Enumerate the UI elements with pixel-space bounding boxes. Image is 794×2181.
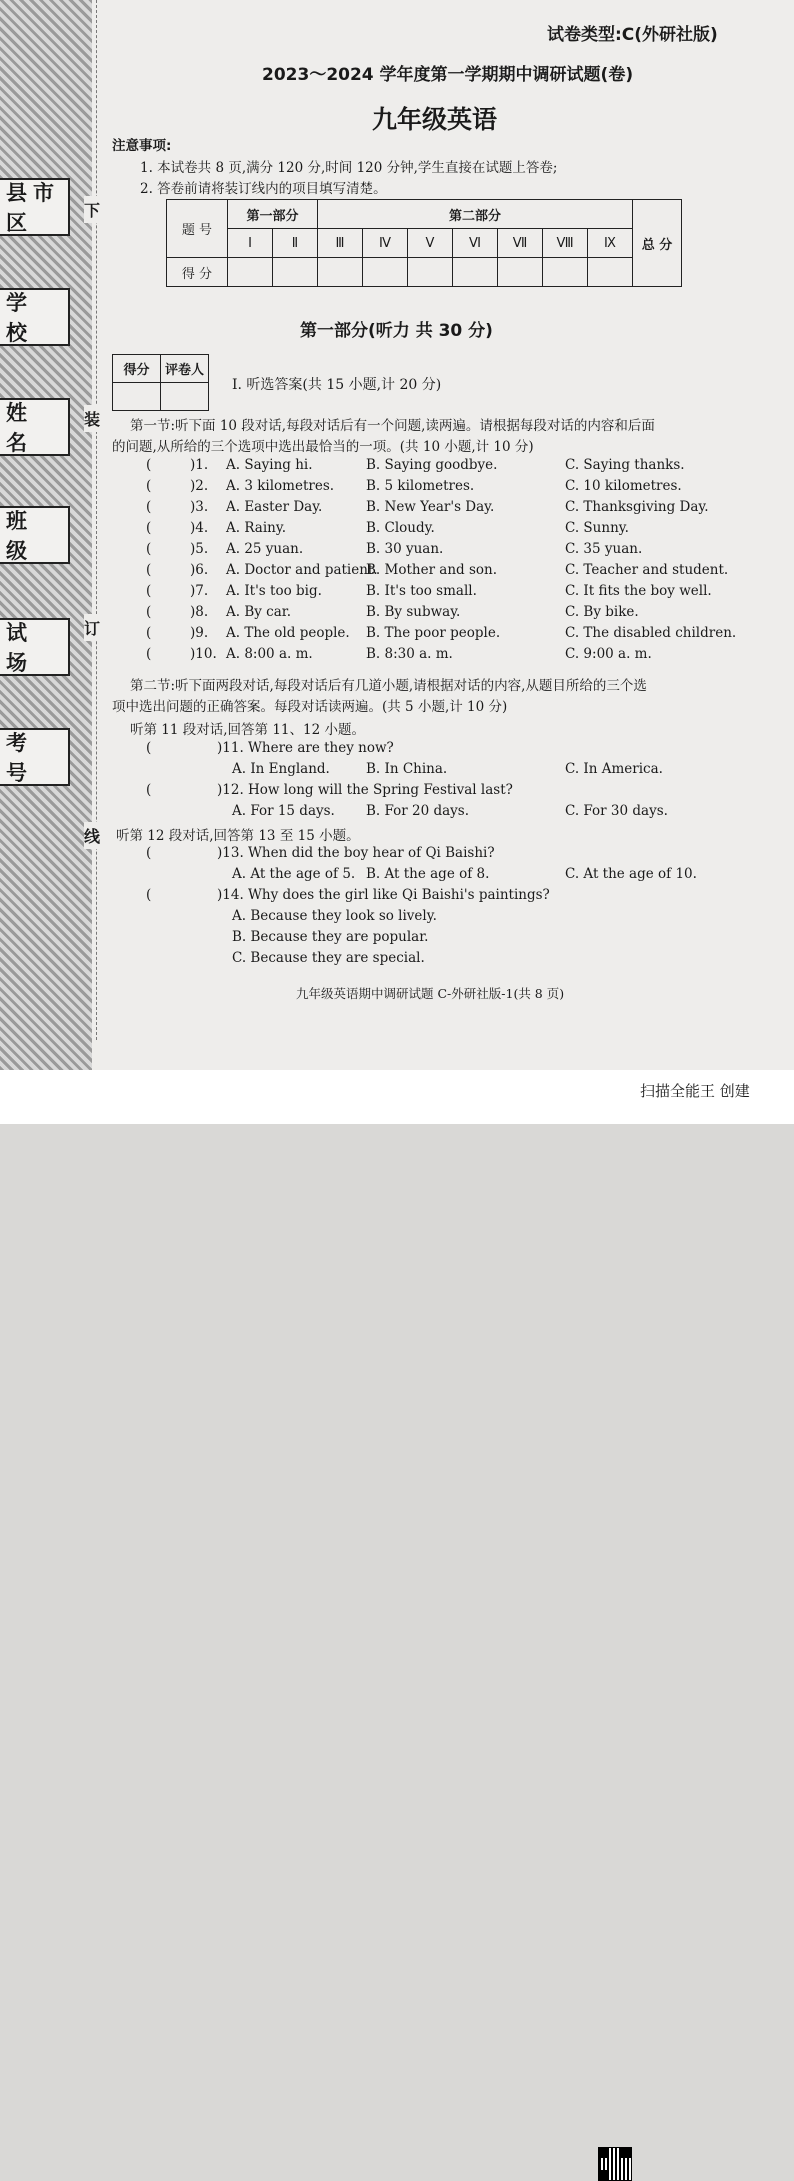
option-a: A. Rainy. <box>226 520 286 536</box>
sec1-intro-line2: 的问题,从所给的三个选项中选出最恰当的一项。(共 10 小题,计 10 分) <box>112 439 534 455</box>
option-a: A. By car. <box>226 604 292 620</box>
option-c: C. 9:00 a. m. <box>565 646 652 662</box>
dialog12-intro: 听第 12 段对话,回答第 13 至 15 小题。 <box>116 828 360 844</box>
score-label: 得 分 <box>167 258 228 287</box>
grader-reviewer-label: 评卷人 <box>161 355 209 383</box>
question-number: )2. <box>190 478 209 494</box>
option-b: B. The poor people. <box>366 625 501 641</box>
option-c: C. Sunny. <box>565 520 629 536</box>
field-class[interactable]: 班 级 <box>0 506 70 564</box>
option-c: C. It fits the boy well. <box>565 583 712 599</box>
option-c: C. By bike. <box>565 604 639 620</box>
numeral-cell: Ⅸ <box>588 229 633 258</box>
question-number: )10. <box>190 646 217 662</box>
score-cell[interactable] <box>363 258 408 287</box>
option-b: B. It's too small. <box>366 583 477 599</box>
answer-paren[interactable]: ( <box>146 520 152 536</box>
score-cell[interactable] <box>273 258 318 287</box>
numeral-cell: Ⅴ <box>408 229 453 258</box>
q13-option-b: B. At the age of 8. <box>366 866 490 882</box>
note-item-1: 1. 本试卷共 8 页,满分 120 分,时间 120 分钟,学生直接在试题上答卷; <box>140 160 558 176</box>
numeral-cell: Ⅷ <box>543 229 588 258</box>
title-label: 题 号 <box>167 200 228 258</box>
binding-char-xian: 线 <box>84 822 100 849</box>
scanner-bar <box>0 1070 794 1124</box>
answer-paren[interactable]: ( <box>146 845 152 861</box>
q13-stem: )13. When did the boy hear of Qi Baishi? <box>217 845 495 861</box>
q13-option-c: C. At the age of 10. <box>565 866 697 882</box>
q13-option-a: A. At the age of 5. <box>232 866 356 882</box>
answer-paren[interactable]: ( <box>146 625 152 641</box>
answer-paren[interactable]: ( <box>146 457 152 473</box>
option-a: A. It's too big. <box>226 583 322 599</box>
notes-heading: 注意事项: <box>112 138 172 154</box>
option-a: A. Saying hi. <box>226 457 313 473</box>
question-number: )4. <box>190 520 209 536</box>
dialog11-intro: 听第 11 段对话,回答第 11、12 小题。 <box>130 722 365 738</box>
grader-score-label: 得分 <box>113 355 161 383</box>
score-cell[interactable] <box>408 258 453 287</box>
subject-title: 九年级英语 <box>372 105 498 134</box>
sec2-intro-line2: 项中选出问题的正确答案。每段对话读两遍。(共 5 小题,计 10 分) <box>112 699 508 715</box>
option-a: A. 8:00 a. m. <box>226 646 313 662</box>
q11-option-c: C. In America. <box>565 761 663 777</box>
q14-option-c: C. Because they are special. <box>232 950 425 966</box>
score-cell[interactable] <box>588 258 633 287</box>
answer-paren[interactable]: ( <box>146 499 152 515</box>
sec1-intro-line1: 第一节:听下面 10 段对话,每段对话后有一个问题,读两遍。请根据每段对话的内容和后面 <box>130 418 655 434</box>
question-number: )1. <box>190 457 209 473</box>
answer-paren[interactable]: ( <box>146 604 152 620</box>
option-a: A. The old people. <box>226 625 350 641</box>
score-cell[interactable] <box>543 258 588 287</box>
option-c: C. Saying thanks. <box>565 457 685 473</box>
field-exam-room[interactable]: 试 场 <box>0 618 70 676</box>
section-title: Ⅰ. 听选答案(共 15 小题,计 20 分) <box>232 377 442 393</box>
total-label: 总 分 <box>633 200 682 287</box>
option-c: C. 10 kilometres. <box>565 478 682 494</box>
grader-reviewer-cell[interactable] <box>161 383 209 411</box>
answer-paren[interactable]: ( <box>146 646 152 662</box>
field-school[interactable]: 学 校 <box>0 288 70 346</box>
q14-option-a: A. Because they look so lively. <box>232 908 437 924</box>
question-number: )3. <box>190 499 209 515</box>
exam-page <box>0 0 794 1070</box>
option-c: C. 35 yuan. <box>565 541 643 557</box>
binding-char-xia: 下 <box>84 196 100 223</box>
score-cell[interactable] <box>318 258 363 287</box>
option-b: B. Saying goodbye. <box>366 457 498 473</box>
q11-option-b: B. In China. <box>366 761 448 777</box>
answer-paren[interactable]: ( <box>146 478 152 494</box>
answer-paren[interactable]: ( <box>146 541 152 557</box>
part1-label: 第一部分 <box>228 200 318 229</box>
note-item-2: 2. 答卷前请将装订线内的项目填写清楚。 <box>140 181 387 197</box>
option-c: C. Teacher and student. <box>565 562 729 578</box>
qr-code-icon <box>598 2147 632 2181</box>
option-c: C. The disabled children. <box>565 625 737 641</box>
scanner-credit: 扫描全能王 创建 <box>640 1082 750 1100</box>
part2-label: 第二部分 <box>318 200 633 229</box>
exam-title: 2023～2024 学年度第一学期期中调研试题(卷) <box>262 65 634 85</box>
page-footer: 九年级英语期中调研试题 C-外研社版-1(共 8 页) <box>296 986 565 1001</box>
numeral-cell: Ⅳ <box>363 229 408 258</box>
q12-option-b: B. For 20 days. <box>366 803 470 819</box>
numeral-cell: Ⅰ <box>228 229 273 258</box>
numeral-cell: Ⅵ <box>453 229 498 258</box>
sec2-intro-line1: 第二节:听下面两段对话,每段对话后有几道小题,请根据对话的内容,从题目所给的三个选 <box>130 678 647 694</box>
paper-type: 试卷类型:C(外研社版) <box>547 25 718 45</box>
question-number: )7. <box>190 583 209 599</box>
question-number: )5. <box>190 541 209 557</box>
field-exam-number[interactable]: 考 号 <box>0 728 70 786</box>
question-number: )8. <box>190 604 209 620</box>
answer-paren[interactable]: ( <box>146 583 152 599</box>
numeral-cell: Ⅶ <box>498 229 543 258</box>
question-number: )6. <box>190 562 209 578</box>
option-b: B. Cloudy. <box>366 520 435 536</box>
option-b: B. New Year's Day. <box>366 499 495 515</box>
score-cell[interactable] <box>228 258 273 287</box>
q14-stem: )14. Why does the girl like Qi Baishi's paintings? <box>217 887 550 903</box>
grader-score-cell[interactable] <box>113 383 161 411</box>
score-cell[interactable] <box>453 258 498 287</box>
binding-dashed-line <box>96 0 97 1040</box>
q12-option-c: C. For 30 days. <box>565 803 668 819</box>
field-county[interactable]: 县市区 <box>0 178 70 236</box>
q12-stem: )12. How long will the Spring Festival last? <box>217 782 513 798</box>
q11-stem: )11. Where are they now? <box>217 740 394 756</box>
score-table <box>166 199 682 287</box>
field-name[interactable]: 姓 名 <box>0 398 70 456</box>
option-b: B. 5 kilometres. <box>366 478 475 494</box>
q12-option-a: A. For 15 days. <box>232 803 335 819</box>
answer-paren[interactable]: ( <box>146 782 152 798</box>
question-number: )9. <box>190 625 209 641</box>
option-c: C. Thanksgiving Day. <box>565 499 709 515</box>
option-b: B. Mother and son. <box>366 562 498 578</box>
answer-paren[interactable]: ( <box>146 562 152 578</box>
grader-table <box>112 354 209 411</box>
option-b: B. By subway. <box>366 604 461 620</box>
option-a: A. Easter Day. <box>226 499 323 515</box>
option-b: B. 8:30 a. m. <box>366 646 453 662</box>
option-b: B. 30 yuan. <box>366 541 444 557</box>
binding-char-zhuang: 装 <box>84 405 100 432</box>
option-a: A. 25 yuan. <box>226 541 304 557</box>
answer-paren[interactable]: ( <box>146 740 152 756</box>
numeral-cell: Ⅱ <box>273 229 318 258</box>
answer-paren[interactable]: ( <box>146 887 152 903</box>
option-a: A. 3 kilometres. <box>226 478 335 494</box>
numeral-cell: Ⅲ <box>318 229 363 258</box>
q14-option-b: B. Because they are popular. <box>232 929 429 945</box>
option-a: A. Doctor and patient. <box>226 562 378 578</box>
q11-option-a: A. In England. <box>232 761 330 777</box>
part1-heading: 第一部分(听力 共 30 分) <box>300 321 493 341</box>
binding-char-ding: 订 <box>84 614 100 641</box>
score-cell[interactable] <box>498 258 543 287</box>
